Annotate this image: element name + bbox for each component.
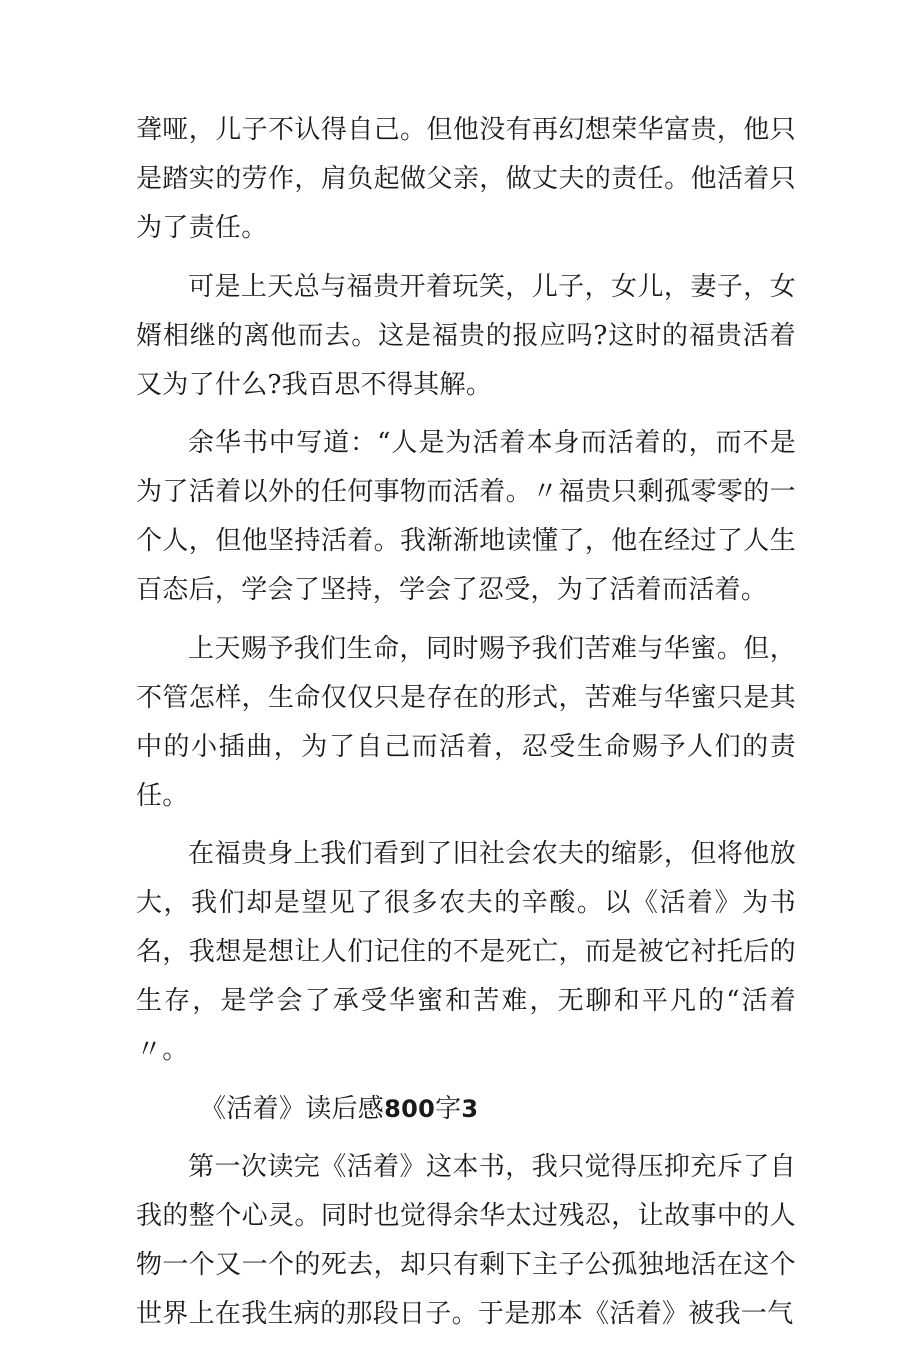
section-heading bbox=[136, 1085, 796, 1134]
heading-index: 3 bbox=[461, 1094, 479, 1123]
paragraph: 上天赐予我们生命，同时赐予我们苦难与华蜜。但，不管怎样，生命仅仅只是存在的形式，苦难与华蜜只是其中的小插曲，为了自己而活着，忍受生命赐予人们的责任。 bbox=[136, 633, 796, 811]
paragraph: 在福贵身上我们看到了旧社会农夫的缩影，但将他放大，我们却是望见了很多农夫的辛酸。以《活着》为书名，我想是想让人们记住的不是死亡，而是被它衬托后的生存，是学会了承受华蜜和苦难，无聊和平凡的“活着〃。 bbox=[136, 839, 796, 1065]
heading-suffix: 字 bbox=[435, 1093, 462, 1124]
heading-prefix: 《活着》读后感 bbox=[200, 1093, 385, 1124]
paragraph-continuation: 聋哑，儿子不认得自己。但他没有再幻想荣华富贵，他只是踏实的劳作，肩负起做父亲，做丈夫的责任。他活着只为了责任。 bbox=[136, 115, 796, 243]
paragraph: 余华书中写道：“人是为活着本身而活着的，而不是为了活着以外的任何事物而活着。〃福贵只剩孤零零的一个人，但他坚持活着。我渐渐地读懂了，他在经过了人生百态后，学会了坚持，学会了忍受，为了活着而活着。 bbox=[136, 428, 796, 605]
heading-number: 800 bbox=[384, 1094, 436, 1123]
paragraph: 可是上天总与福贵开着玩笑，儿子，女儿，妻子，女婿相继的离他而去。这是福贵的报应吗?这时的福贵活着又为了什么?我百思不得其解。 bbox=[136, 271, 796, 400]
document-body bbox=[136, 106, 796, 1349]
paragraph: 第一次读完《活着》这本书，我只觉得压抑充斥了自我的整个心灵。同时也觉得余华太过残忍，让故事中的人物一个又一个的死去，却只有剩下主子公孤独地活在这个世界上在我生病的那段日子。于是那本《活着》被我一气 bbox=[136, 1152, 796, 1329]
